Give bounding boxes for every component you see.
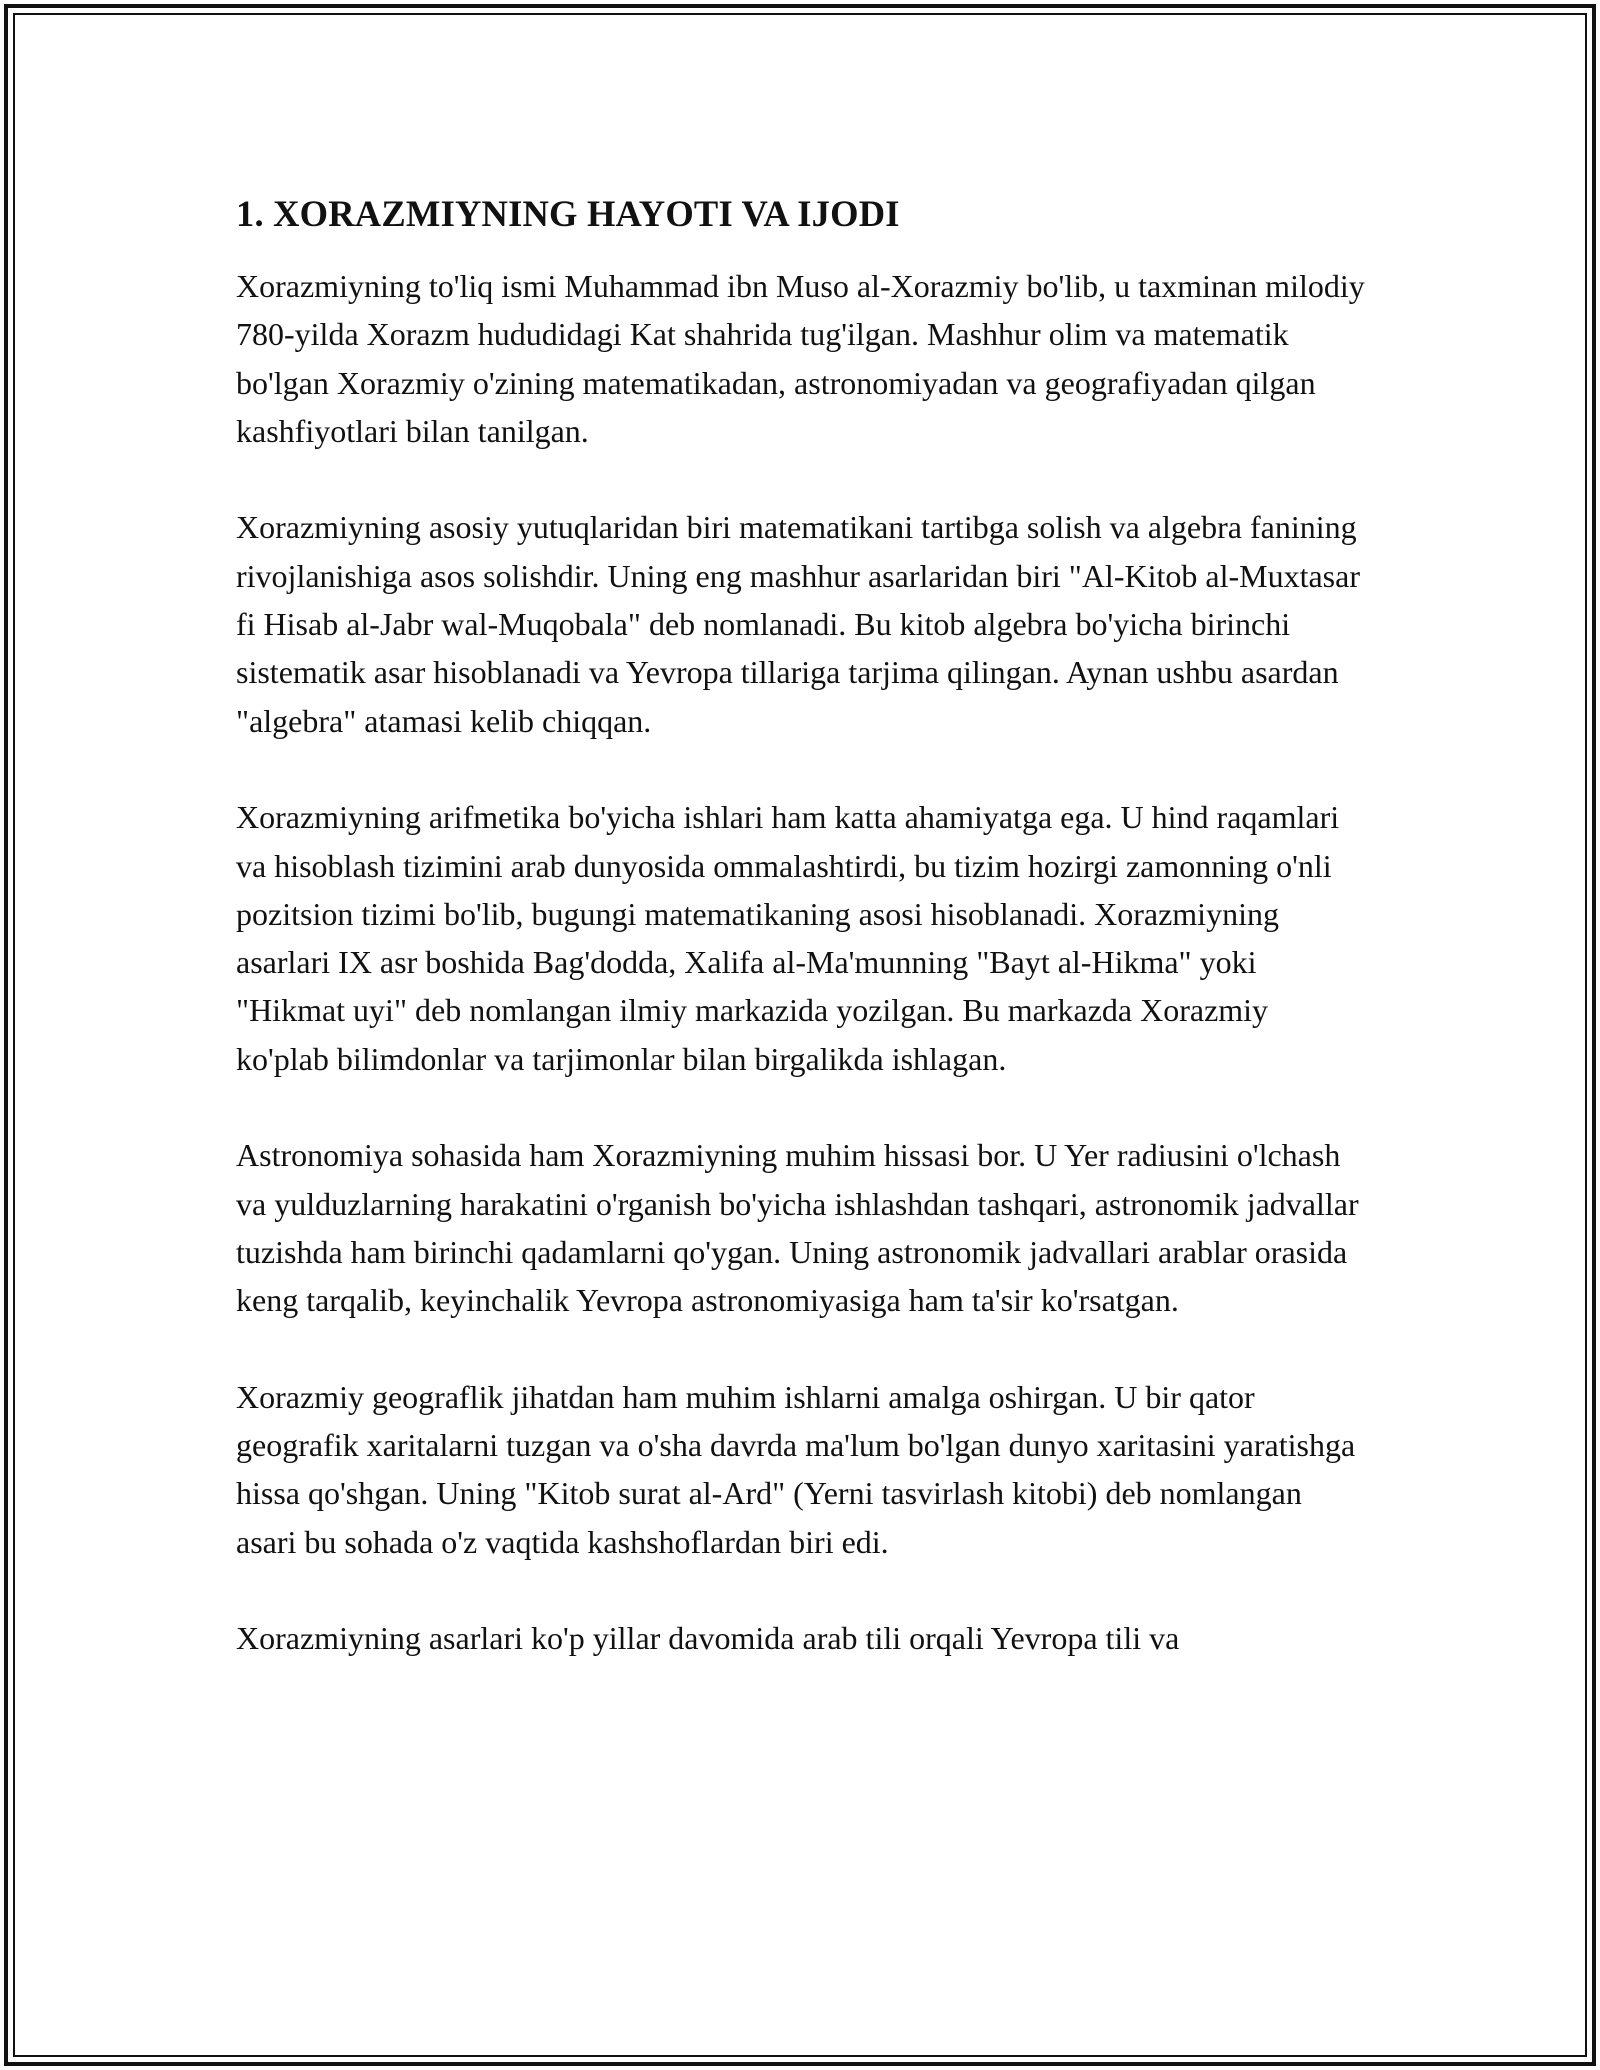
section-heading: 1. XORAZMIYNING HAYOTI VA IJODI bbox=[236, 193, 900, 234]
paragraph-3: Xorazmiyning arifmetika bo'yicha ishlari ham katta ahamiyatga ega. U hind raqamlari va hisoblash tizimini arab dunyosida ommalashtirdi, bu tizim hozirgi zamonning o'nli pozitsion tizimi bo'lib, bugungi matematikaning asosi hisoblanadi. Xorazmiyning asarlari IX asr boshida Bag'dodda, Xalifa al-Ma'munning "Bayt al-Hikma" yoki "Hikmat uyi" deb nomlangan ilmiy markazida yozilgan. Bu markazda Xorazmiy ko'plab bilimdonlar va tarjimonlar bilan birgalikda ishlagan. bbox=[236, 799, 1340, 1077]
paragraph-6: Xorazmiyning asarlari ko'p yillar davomida arab tili orqali Yevropa tili va bbox=[236, 1620, 1180, 1657]
paragraph-5: Xorazmiy geograflik jihatdan ham muhim ishlarni amalga oshirgan. U bir qator geografik xaritalarni tuzgan va o'sha davrda ma'lum bo'lgan dunyo xaritasini yaratishga hissa qo'shgan. Uning "Kitob surat al-Ard" (Yerni tasvirlash kitobi) deb nomlangan asari bu sohada o'z vaqtida kashshoflardan biri edi. bbox=[236, 1378, 1356, 1560]
document-body bbox=[236, 190, 1366, 1663]
paragraph-4: Astronomiya sohasida ham Xorazmiyning muhim hissasi bor. U Yer radiusini o'lchash va yulduzlarning harakatini o'rganish bo'yicha ishlashdan tashqari, astronomik jadvallar tuzishda ham birinchi qadamlarni qo'ygan. Uning astronomik jadvallari arablar orasida keng tarqalib, keyinchalik Yevropa astronomiyasiga ham ta'sir ko'rsatgan. bbox=[236, 1137, 1359, 1319]
paragraph-1: Xorazmiyning to'liq ismi Muhammad ibn Muso al-Xorazmiy bo'lib, u taxminan milodiy 780-yilda Xorazm hududidagi Kat shahrida tug'ilgan. Mashhur olim va matematik bo'lgan Xorazmiy o'zining matematikadan, astronomiyadan va geografiyadan qilgan kashfiyotlari bilan tanilgan. bbox=[236, 268, 1365, 449]
paragraph-2: Xorazmiyning asosiy yutuqlaridan biri matematikani tartibga solish va algebra fanining rivojlanishiga asos solishdir. Uning eng mashhur asarlaridan biri "Al-Kitob al-Muxtasar fi Hisab al-Jabr wal-Muqobala" deb nomlanadi. Bu kitob algebra bo'yicha birinchi sistematik asar hisoblanadi va Yevropa tillariga tarjima qilingan. Aynan ushbu asardan "algebra" atamasi kelib chiqqan. bbox=[236, 509, 1360, 739]
